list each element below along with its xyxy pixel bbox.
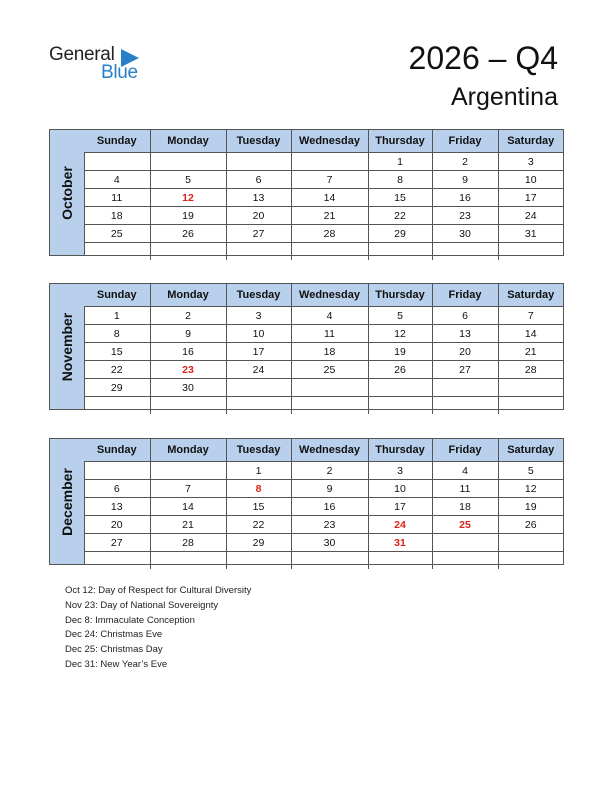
- month-name: November: [59, 312, 75, 381]
- day-cell: 16: [291, 498, 368, 516]
- month-label: [50, 284, 85, 409]
- day-cell: 30: [432, 225, 498, 243]
- day-cell: 28: [150, 534, 226, 552]
- month-block-october: [49, 129, 564, 256]
- day-cell: [150, 243, 226, 261]
- day-cell: [368, 552, 432, 570]
- day-cell: 6: [432, 307, 498, 325]
- day-cell: 4: [432, 462, 498, 480]
- day-cell: 13: [84, 498, 150, 516]
- day-cell: [498, 397, 563, 415]
- day-cell: 15: [226, 498, 291, 516]
- week-row: [84, 343, 563, 361]
- day-cell: [226, 243, 291, 261]
- day-cell: 14: [150, 498, 226, 516]
- day-cell: [432, 534, 498, 552]
- weekday-header: Saturday: [498, 284, 563, 307]
- holiday-note: Nov 23: Day of National Sovereignty: [65, 599, 219, 611]
- day-cell: 18: [432, 498, 498, 516]
- weekday-header-row: [84, 439, 563, 462]
- day-cell: 13: [226, 189, 291, 207]
- day-cell: 19: [150, 207, 226, 225]
- holiday-day-cell: 25: [432, 516, 498, 534]
- day-cell: [498, 379, 563, 397]
- day-cell: 9: [291, 480, 368, 498]
- holiday-note: Dec 31: New Year’s Eve: [65, 658, 168, 670]
- day-cell: [291, 397, 368, 415]
- month-label: [50, 439, 85, 564]
- day-cell: 20: [226, 207, 291, 225]
- day-cell: [432, 552, 498, 570]
- day-cell: 6: [84, 480, 150, 498]
- page-title: 2026 – Q4: [408, 40, 558, 76]
- week-row: [84, 153, 563, 171]
- weekday-header: Sunday: [84, 130, 150, 153]
- week-row: [84, 552, 563, 570]
- day-cell: 21: [150, 516, 226, 534]
- weekday-header: Wednesday: [291, 439, 368, 462]
- day-cell: [226, 552, 291, 570]
- day-cell: 11: [84, 189, 150, 207]
- day-cell: [84, 552, 150, 570]
- day-cell: 17: [226, 343, 291, 361]
- weekday-header: Thursday: [368, 439, 432, 462]
- day-cell: 28: [291, 225, 368, 243]
- week-row: [84, 462, 563, 480]
- weekday-header: Tuesday: [226, 439, 291, 462]
- holiday-note: Oct 12: Day of Respect for Cultural Diversity: [65, 585, 252, 596]
- day-cell: 25: [84, 225, 150, 243]
- country-subtitle: Argentina: [450, 83, 558, 111]
- day-cell: 1: [368, 153, 432, 171]
- weekday-header: Saturday: [498, 439, 563, 462]
- holiday-day-cell: 12: [150, 189, 226, 207]
- holiday-day-cell: 31: [368, 534, 432, 552]
- day-cell: [226, 153, 291, 171]
- month-calendar-table: [84, 284, 563, 414]
- holiday-day-cell: 8: [226, 480, 291, 498]
- week-row: [84, 307, 563, 325]
- week-row: [84, 207, 563, 225]
- month-block-november: [49, 283, 564, 410]
- day-cell: [150, 552, 226, 570]
- day-cell: [226, 379, 291, 397]
- day-cell: 26: [498, 516, 563, 534]
- logo-text-general: General: [49, 44, 115, 65]
- weekday-header: Friday: [432, 130, 498, 153]
- day-cell: 15: [368, 189, 432, 207]
- day-cell: 16: [432, 189, 498, 207]
- day-cell: 12: [368, 325, 432, 343]
- day-cell: [84, 462, 150, 480]
- month-calendar-table: [84, 439, 563, 569]
- weekday-header: Monday: [150, 284, 226, 307]
- holiday-day-cell: 23: [150, 361, 226, 379]
- day-cell: 13: [432, 325, 498, 343]
- weekday-header: Monday: [150, 439, 226, 462]
- day-cell: 9: [432, 171, 498, 189]
- week-row: [84, 361, 563, 379]
- day-cell: [150, 462, 226, 480]
- day-cell: 10: [498, 171, 563, 189]
- day-cell: 5: [150, 171, 226, 189]
- day-cell: 30: [150, 379, 226, 397]
- weekday-header: Tuesday: [226, 130, 291, 153]
- weekday-header: Sunday: [84, 284, 150, 307]
- week-row: [84, 225, 563, 243]
- day-cell: 27: [84, 534, 150, 552]
- day-cell: 25: [291, 361, 368, 379]
- month-block-december: [49, 438, 564, 565]
- weekday-header: Sunday: [84, 439, 150, 462]
- day-cell: [368, 397, 432, 415]
- day-cell: [498, 243, 563, 261]
- day-cell: 30: [291, 534, 368, 552]
- month-name: October: [59, 165, 75, 220]
- day-cell: 23: [432, 207, 498, 225]
- weekday-header: Thursday: [368, 130, 432, 153]
- day-cell: 29: [368, 225, 432, 243]
- week-row: [84, 516, 563, 534]
- day-cell: 29: [84, 379, 150, 397]
- day-cell: 7: [498, 307, 563, 325]
- day-cell: 20: [432, 343, 498, 361]
- day-cell: 27: [432, 361, 498, 379]
- day-cell: [150, 153, 226, 171]
- day-cell: 17: [498, 189, 563, 207]
- day-cell: 7: [150, 480, 226, 498]
- holiday-notes: [65, 584, 251, 673]
- day-cell: 5: [368, 307, 432, 325]
- day-cell: 1: [84, 307, 150, 325]
- day-cell: 26: [368, 361, 432, 379]
- day-cell: 29: [226, 534, 291, 552]
- day-cell: 19: [498, 498, 563, 516]
- week-row: [84, 480, 563, 498]
- day-cell: 19: [368, 343, 432, 361]
- day-cell: [84, 153, 150, 171]
- day-cell: [150, 397, 226, 415]
- weekday-header: Wednesday: [291, 284, 368, 307]
- day-cell: 18: [291, 343, 368, 361]
- day-cell: 9: [150, 325, 226, 343]
- day-cell: [498, 534, 563, 552]
- weekday-header-row: [84, 284, 563, 307]
- week-row: [84, 171, 563, 189]
- weekday-header: Friday: [432, 439, 498, 462]
- day-cell: 11: [432, 480, 498, 498]
- weekday-header: Saturday: [498, 130, 563, 153]
- day-cell: 15: [84, 343, 150, 361]
- day-cell: 24: [498, 207, 563, 225]
- day-cell: 26: [150, 225, 226, 243]
- weekday-header-row: [84, 130, 563, 153]
- day-cell: 14: [291, 189, 368, 207]
- weekday-header: Tuesday: [226, 284, 291, 307]
- day-cell: 8: [84, 325, 150, 343]
- day-cell: 3: [226, 307, 291, 325]
- month-calendar-table: [84, 130, 563, 260]
- day-cell: [368, 379, 432, 397]
- logo-text-blue: Blue: [101, 62, 138, 83]
- day-cell: [84, 243, 150, 261]
- month-name: December: [59, 467, 75, 536]
- week-row: [84, 189, 563, 207]
- day-cell: 28: [498, 361, 563, 379]
- day-cell: [432, 397, 498, 415]
- day-cell: [498, 552, 563, 570]
- day-cell: 31: [498, 225, 563, 243]
- day-cell: 21: [498, 343, 563, 361]
- day-cell: [291, 552, 368, 570]
- week-row: [84, 379, 563, 397]
- day-cell: 4: [291, 307, 368, 325]
- day-cell: [291, 153, 368, 171]
- day-cell: 4: [84, 171, 150, 189]
- day-cell: 14: [498, 325, 563, 343]
- day-cell: [226, 397, 291, 415]
- day-cell: 20: [84, 516, 150, 534]
- holiday-note: Dec 24: Christmas Eve: [65, 629, 163, 641]
- day-cell: 11: [291, 325, 368, 343]
- week-row: [84, 243, 563, 261]
- day-cell: 7: [291, 171, 368, 189]
- weekday-header: Wednesday: [291, 130, 368, 153]
- day-cell: 2: [150, 307, 226, 325]
- weekday-header: Thursday: [368, 284, 432, 307]
- day-cell: [432, 243, 498, 261]
- day-cell: 22: [226, 516, 291, 534]
- day-cell: 24: [226, 361, 291, 379]
- day-cell: 5: [498, 462, 563, 480]
- day-cell: [368, 243, 432, 261]
- week-row: [84, 325, 563, 343]
- holiday-note: Dec 25: Christmas Day: [65, 644, 163, 656]
- week-row: [84, 397, 563, 415]
- holiday-note: Dec 8: Immaculate Conception: [65, 614, 195, 626]
- day-cell: [291, 379, 368, 397]
- holiday-day-cell: 24: [368, 516, 432, 534]
- week-row: [84, 498, 563, 516]
- day-cell: 12: [498, 480, 563, 498]
- day-cell: [432, 379, 498, 397]
- day-cell: 18: [84, 207, 150, 225]
- day-cell: 10: [368, 480, 432, 498]
- generalblue-logo: [49, 44, 159, 84]
- day-cell: 3: [368, 462, 432, 480]
- weekday-header: Friday: [432, 284, 498, 307]
- day-cell: [291, 243, 368, 261]
- day-cell: 8: [368, 171, 432, 189]
- day-cell: 2: [291, 462, 368, 480]
- day-cell: 23: [291, 516, 368, 534]
- day-cell: 22: [368, 207, 432, 225]
- day-cell: 3: [498, 153, 563, 171]
- week-row: [84, 534, 563, 552]
- month-label: [50, 130, 85, 255]
- day-cell: 2: [432, 153, 498, 171]
- day-cell: 6: [226, 171, 291, 189]
- day-cell: 21: [291, 207, 368, 225]
- day-cell: 1: [226, 462, 291, 480]
- day-cell: 16: [150, 343, 226, 361]
- day-cell: 27: [226, 225, 291, 243]
- day-cell: 10: [226, 325, 291, 343]
- day-cell: 17: [368, 498, 432, 516]
- day-cell: 22: [84, 361, 150, 379]
- weekday-header: Monday: [150, 130, 226, 153]
- day-cell: [84, 397, 150, 415]
